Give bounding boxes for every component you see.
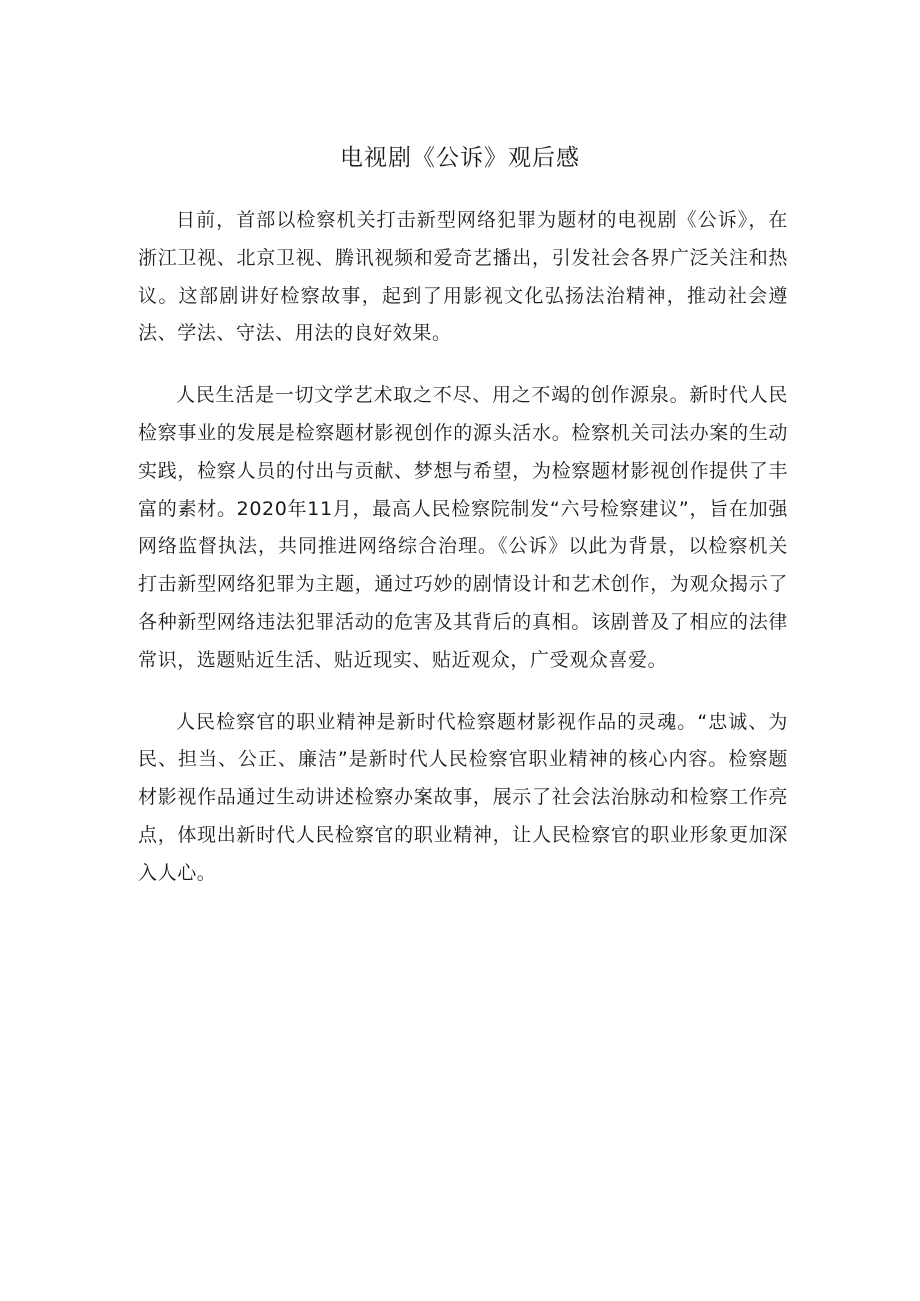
paragraph-2: 人民生活是一切文学艺术取之不尽、用之不竭的创作源泉。新时代人民检察事业的发展是检察题材影视创作的源头活水。检察机关司法办案的生动实践，检察人员的付出与贡献、梦想与希望，为检察题材影视创作提供了丰富的素材。2020年11月，最高人民检察院制发“六号检察建议”，旨在加强网络监督执法，共同推进网络综合治理。《公诉》以此为背景，以检察机关打击新型网络犯罪为主题，通过巧妙的剧情设计和艺术创作，为观众揭示了各种新型网络违法犯罪活动的危害及其背后的真相。该剧普及了相应的法律常识，选题贴近生活、贴近现实、贴近观众，广受观众喜爱。 xyxy=(138,384,788,671)
document-body xyxy=(138,202,788,917)
paragraph-1: 日前，首部以检察机关打击新型网络犯罪为题材的电视剧《公诉》，在浙江卫视、北京卫视、腾讯视频和爱奇艺播出，引发社会各界广泛关注和热议。这部剧讲好检察故事，起到了用影视文化弘扬法治精神，推动社会遵法、学法、守法、用法的良好效果。 xyxy=(138,209,788,345)
document-title: 电视剧《公诉》观后感 xyxy=(340,145,580,171)
paragraph-3: 人民检察官的职业精神是新时代检察题材影视作品的灵魂。“忠诚、为民、担当、公正、廉洁”是新时代人民检察官职业精神的核心内容。检察题材影视作品通过生动讲述检察办案故事，展示了社会法治脉动和检察工作亮点，体现出新时代人民检察官的职业精神，让人民检察官的职业形象更加深入人心。 xyxy=(138,710,788,884)
